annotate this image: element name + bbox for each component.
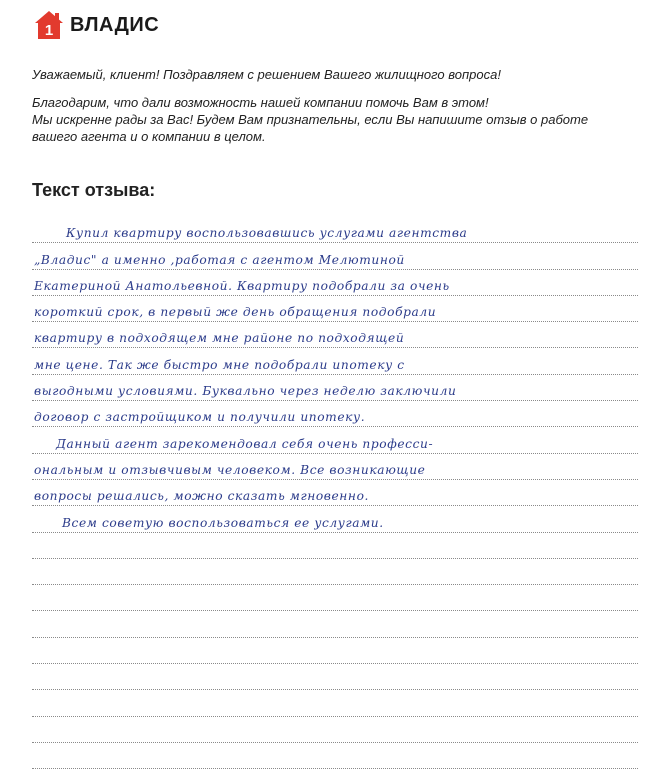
thanks-line-2: Мы искренне рады за Вас! Будем Вам признательны, если Вы напишите отзыв о работе (32, 112, 589, 127)
handwritten-text: „Владис" а именно ,работая с агентом Мелютиной (34, 252, 405, 267)
review-lines (32, 217, 638, 769)
handwritten-text: Данный агент зарекомендовал себя очень професси- (56, 436, 434, 451)
handwritten-text: мне цене. Так же быстро мне подобрали ипотеку с (34, 357, 405, 372)
handwritten-text: выгодными условиями. Буквально через неделю заключили (34, 384, 457, 399)
logo-name: ВЛАДИС (70, 13, 160, 36)
review-line (32, 454, 638, 480)
greeting-text (32, 66, 632, 83)
review-line (32, 717, 638, 743)
handwritten-text: короткий срок, в первый же день обращения подобрали (34, 305, 437, 320)
review-line (32, 585, 638, 611)
review-line (32, 296, 638, 322)
review-line (32, 243, 638, 269)
review-line (32, 690, 638, 716)
house-icon (34, 10, 64, 40)
review-title: Текст отзыва: (32, 180, 156, 200)
handwritten-text: ональным и отзывчивым человеком. Все возникающие (34, 462, 426, 477)
handwritten-text: договор с застройщиком и получили ипотеку. (34, 410, 366, 425)
thanks-line-3: вашего агента и о компании в целом. (32, 129, 266, 144)
review-line (32, 743, 638, 769)
review-line (32, 611, 638, 637)
review-line (32, 348, 638, 374)
review-line (32, 375, 638, 401)
review-line (32, 322, 638, 348)
handwritten-text: Всем советую воспользоваться ее услугами. (62, 515, 384, 530)
review-line (32, 427, 638, 453)
handwritten-text: Екатериной Анатольевной. Квартиру подобрали за очень (34, 278, 450, 293)
logo-number: 1 (44, 22, 54, 39)
review-line (32, 559, 638, 585)
review-line (32, 506, 638, 532)
handwritten-text: Купил квартиру воспользовавшись услугами агентства (66, 226, 468, 241)
review-line (32, 664, 638, 690)
thanks-text (32, 94, 632, 145)
review-line (32, 638, 638, 664)
handwritten-text: квартиру в подходящем мне районе по подходящей (34, 331, 405, 346)
review-line (32, 270, 638, 296)
review-line (32, 217, 638, 243)
handwritten-text: вопросы решались, можно сказать мгновенно. (34, 489, 369, 504)
thanks-line-1: Благодарим, что дали возможность нашей компании помочь Вам в этом! (32, 95, 489, 110)
review-line (32, 480, 638, 506)
brand-logo (34, 10, 159, 40)
review-line (32, 401, 638, 427)
review-line (32, 533, 638, 559)
greeting-line: Уважаемый, клиент! Поздравляем с решением Вашего жилищного вопроса! (32, 67, 501, 82)
